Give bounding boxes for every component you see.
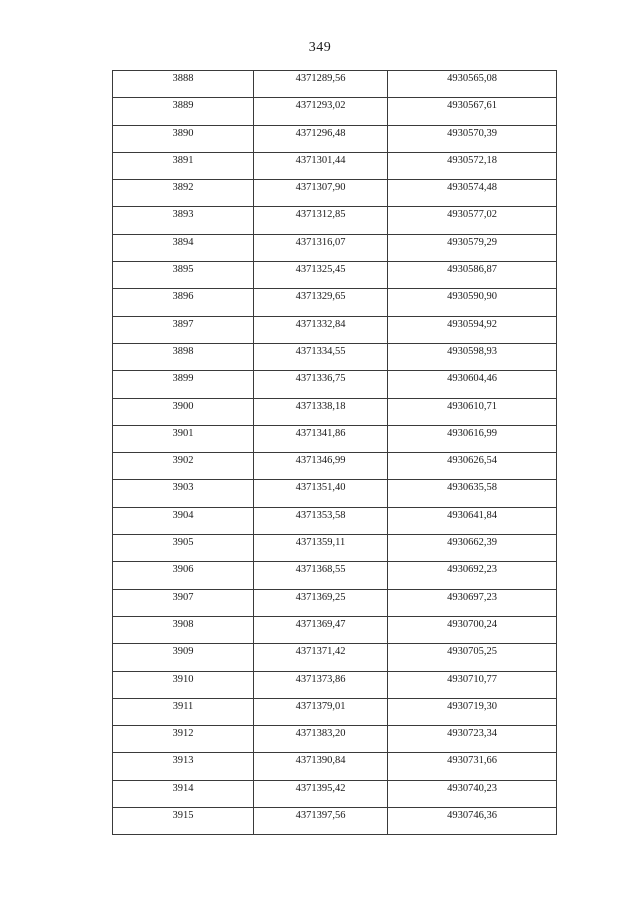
y-coordinate-cell xyxy=(388,726,557,753)
y-coordinate-cell-text: 4930594,92 xyxy=(447,318,497,330)
y-coordinate-cell xyxy=(388,753,557,780)
x-coordinate-cell xyxy=(254,616,388,643)
point-number-cell-text: 3899 xyxy=(172,373,194,385)
table-row xyxy=(113,507,557,534)
x-coordinate-cell-text: 4371371,42 xyxy=(295,646,346,658)
y-coordinate-cell xyxy=(388,262,557,289)
point-number-cell-text: 3898 xyxy=(172,345,194,357)
x-coordinate-cell xyxy=(254,180,388,207)
x-coordinate-cell xyxy=(254,262,388,289)
x-coordinate-cell-text: 4371341,86 xyxy=(295,427,346,439)
y-coordinate-cell xyxy=(388,398,557,425)
x-coordinate-cell-text: 4371329,65 xyxy=(295,291,346,303)
table-row xyxy=(113,616,557,643)
y-coordinate-cell-text: 4930662,39 xyxy=(447,537,497,549)
y-coordinate-cell xyxy=(388,343,557,370)
y-coordinate-cell-text: 4930641,84 xyxy=(447,509,497,521)
x-coordinate-cell xyxy=(254,371,388,398)
x-coordinate-cell-text: 4371368,55 xyxy=(295,564,346,576)
point-number-cell xyxy=(113,616,254,643)
y-coordinate-cell-text: 4930710,77 xyxy=(447,673,497,685)
point-number-cell-text: 3906 xyxy=(172,564,194,576)
x-coordinate-cell-text: 4371369,25 xyxy=(295,591,346,603)
y-coordinate-cell-text: 4930574,48 xyxy=(447,182,497,194)
x-coordinate-cell-text: 4371316,07 xyxy=(295,236,346,248)
table-row xyxy=(113,780,557,807)
point-number-cell xyxy=(113,644,254,671)
y-coordinate-cell xyxy=(388,589,557,616)
x-coordinate-cell-text: 4371397,56 xyxy=(295,810,346,822)
point-number-cell-text: 3910 xyxy=(172,673,194,685)
x-coordinate-cell xyxy=(254,589,388,616)
y-coordinate-cell xyxy=(388,453,557,480)
x-coordinate-cell-text: 4371390,84 xyxy=(295,755,346,767)
point-number-cell-text: 3901 xyxy=(172,427,194,439)
table-row xyxy=(113,589,557,616)
y-coordinate-cell xyxy=(388,316,557,343)
y-coordinate-cell-text: 4930700,24 xyxy=(447,618,497,630)
y-coordinate-cell xyxy=(388,371,557,398)
point-number-cell-text: 3911 xyxy=(172,700,194,712)
point-number-cell-text: 3914 xyxy=(172,782,194,794)
table-row xyxy=(113,562,557,589)
x-coordinate-cell xyxy=(254,98,388,125)
x-coordinate-cell xyxy=(254,425,388,452)
table-row xyxy=(113,234,557,261)
x-coordinate-cell xyxy=(254,535,388,562)
y-coordinate-cell-text: 4930577,02 xyxy=(447,209,497,221)
x-coordinate-cell xyxy=(254,207,388,234)
x-coordinate-cell xyxy=(254,480,388,507)
x-coordinate-cell xyxy=(254,152,388,179)
y-coordinate-cell-text: 4930604,46 xyxy=(447,373,497,385)
point-number-cell-text: 3902 xyxy=(172,455,194,467)
x-coordinate-cell-text: 4371338,18 xyxy=(295,400,346,412)
x-coordinate-cell xyxy=(254,234,388,261)
x-coordinate-cell-text: 4371312,85 xyxy=(295,209,346,221)
y-coordinate-cell xyxy=(388,480,557,507)
y-coordinate-cell-text: 4930598,93 xyxy=(447,345,497,357)
y-coordinate-cell-text: 4930740,23 xyxy=(447,782,497,794)
point-number-cell xyxy=(113,152,254,179)
x-coordinate-cell-text: 4371296,48 xyxy=(295,127,346,139)
point-number-cell xyxy=(113,343,254,370)
x-coordinate-cell-text: 4371307,90 xyxy=(295,182,346,194)
point-number-cell xyxy=(113,207,254,234)
x-coordinate-cell-text: 4371383,20 xyxy=(295,728,346,740)
y-coordinate-cell-text: 4930570,39 xyxy=(447,127,497,139)
point-number-cell-text: 3889 xyxy=(172,100,194,112)
point-number-cell-text: 3892 xyxy=(172,182,194,194)
x-coordinate-cell-text: 4371325,45 xyxy=(295,264,346,276)
y-coordinate-cell xyxy=(388,207,557,234)
point-number-cell xyxy=(113,671,254,698)
point-number-cell-text: 3894 xyxy=(172,236,194,248)
table-row xyxy=(113,453,557,480)
point-number-cell xyxy=(113,753,254,780)
table-row xyxy=(113,316,557,343)
y-coordinate-cell xyxy=(388,644,557,671)
y-coordinate-cell xyxy=(388,507,557,534)
y-coordinate-cell-text: 4930616,99 xyxy=(447,427,497,439)
table-row xyxy=(113,343,557,370)
point-number-cell xyxy=(113,180,254,207)
table-row xyxy=(113,289,557,316)
point-number-cell-text: 3905 xyxy=(172,537,194,549)
x-coordinate-cell-text: 4371289,56 xyxy=(295,73,346,84)
y-coordinate-cell xyxy=(388,125,557,152)
y-coordinate-cell-text: 4930697,23 xyxy=(447,591,497,603)
table-row xyxy=(113,371,557,398)
y-coordinate-cell-text: 4930692,23 xyxy=(447,564,497,576)
y-coordinate-cell xyxy=(388,535,557,562)
x-coordinate-cell xyxy=(254,698,388,725)
y-coordinate-cell xyxy=(388,98,557,125)
x-coordinate-cell xyxy=(254,316,388,343)
table-row xyxy=(113,125,557,152)
table-row xyxy=(113,753,557,780)
table-row xyxy=(113,644,557,671)
y-coordinate-cell xyxy=(388,616,557,643)
x-coordinate-cell xyxy=(254,808,388,835)
y-coordinate-cell-text: 4930731,66 xyxy=(447,755,497,767)
y-coordinate-cell-text: 4930590,90 xyxy=(447,291,497,303)
point-number-cell xyxy=(113,316,254,343)
point-number-cell-text: 3912 xyxy=(172,728,194,740)
point-number-cell xyxy=(113,289,254,316)
x-coordinate-cell xyxy=(254,562,388,589)
point-number-cell xyxy=(113,453,254,480)
point-number-cell xyxy=(113,398,254,425)
table-row xyxy=(113,207,557,234)
y-coordinate-cell xyxy=(388,71,557,98)
x-coordinate-cell xyxy=(254,780,388,807)
point-number-cell xyxy=(113,125,254,152)
x-coordinate-cell xyxy=(254,753,388,780)
x-coordinate-cell-text: 4371332,84 xyxy=(295,318,346,330)
point-number-cell-text: 3909 xyxy=(172,646,194,658)
point-number-cell-text: 3915 xyxy=(172,810,194,822)
point-number-cell-text: 3913 xyxy=(172,755,194,767)
coordinates-table xyxy=(112,70,557,835)
point-number-cell xyxy=(113,371,254,398)
point-number-cell xyxy=(113,507,254,534)
point-number-cell xyxy=(113,589,254,616)
table-row xyxy=(113,671,557,698)
y-coordinate-cell xyxy=(388,780,557,807)
y-coordinate-cell-text: 4930746,36 xyxy=(447,810,497,822)
point-number-cell xyxy=(113,425,254,452)
table-row xyxy=(113,698,557,725)
y-coordinate-cell xyxy=(388,562,557,589)
table-row xyxy=(113,808,557,835)
x-coordinate-cell xyxy=(254,671,388,698)
y-coordinate-cell-text: 4930572,18 xyxy=(447,154,497,166)
point-number-cell xyxy=(113,726,254,753)
coordinates-table-body xyxy=(113,71,557,835)
x-coordinate-cell-text: 4371351,40 xyxy=(295,482,346,494)
table-row xyxy=(113,398,557,425)
y-coordinate-cell xyxy=(388,289,557,316)
point-number-cell xyxy=(113,562,254,589)
x-coordinate-cell xyxy=(254,453,388,480)
y-coordinate-cell xyxy=(388,234,557,261)
point-number-cell xyxy=(113,535,254,562)
point-number-cell xyxy=(113,71,254,98)
point-number-cell-text: 3888 xyxy=(172,73,194,84)
x-coordinate-cell xyxy=(254,398,388,425)
point-number-cell-text: 3903 xyxy=(172,482,194,494)
y-coordinate-cell-text: 4930719,30 xyxy=(447,700,497,712)
x-coordinate-cell xyxy=(254,343,388,370)
x-coordinate-cell-text: 4371369,47 xyxy=(295,618,346,630)
x-coordinate-cell-text: 4371373,86 xyxy=(295,673,346,685)
point-number-cell xyxy=(113,808,254,835)
point-number-cell-text: 3907 xyxy=(172,591,194,603)
table-row xyxy=(113,262,557,289)
x-coordinate-cell xyxy=(254,289,388,316)
y-coordinate-cell xyxy=(388,671,557,698)
y-coordinate-cell-text: 4930705,25 xyxy=(447,646,497,658)
y-coordinate-cell-text: 4930610,71 xyxy=(447,400,497,412)
table-row xyxy=(113,180,557,207)
point-number-cell xyxy=(113,480,254,507)
table-row xyxy=(113,425,557,452)
x-coordinate-cell-text: 4371334,55 xyxy=(295,345,346,357)
point-number-cell-text: 3895 xyxy=(172,264,194,276)
x-coordinate-cell-text: 4371346,99 xyxy=(295,455,346,467)
y-coordinate-cell-text: 4930723,34 xyxy=(447,728,497,740)
x-coordinate-cell-text: 4371301,44 xyxy=(295,154,346,166)
y-coordinate-cell xyxy=(388,698,557,725)
point-number-cell-text: 3904 xyxy=(172,509,194,521)
x-coordinate-cell xyxy=(254,507,388,534)
point-number-cell xyxy=(113,262,254,289)
point-number-cell xyxy=(113,234,254,261)
point-number-cell xyxy=(113,698,254,725)
page-number: 349 xyxy=(308,40,332,55)
x-coordinate-cell xyxy=(254,125,388,152)
table-row xyxy=(113,71,557,98)
x-coordinate-cell xyxy=(254,644,388,671)
x-coordinate-cell xyxy=(254,71,388,98)
x-coordinate-cell-text: 4371359,11 xyxy=(295,537,346,549)
y-coordinate-cell-text: 4930567,61 xyxy=(447,100,497,112)
point-number-cell-text: 3896 xyxy=(172,291,194,303)
x-coordinate-cell-text: 4371336,75 xyxy=(295,373,346,385)
y-coordinate-cell xyxy=(388,425,557,452)
y-coordinate-cell-text: 4930635,58 xyxy=(447,482,497,494)
point-number-cell-text: 3893 xyxy=(172,209,194,221)
y-coordinate-cell xyxy=(388,808,557,835)
point-number-cell-text: 3890 xyxy=(172,127,194,139)
y-coordinate-cell-text: 4930579,29 xyxy=(447,236,497,248)
table-row xyxy=(113,726,557,753)
point-number-cell-text: 3908 xyxy=(172,618,194,630)
x-coordinate-cell-text: 4371353,58 xyxy=(295,509,346,521)
table-row xyxy=(113,535,557,562)
point-number-cell xyxy=(113,780,254,807)
x-coordinate-cell xyxy=(254,726,388,753)
point-number-cell-text: 3897 xyxy=(172,318,194,330)
x-coordinate-cell-text: 4371395,42 xyxy=(295,782,346,794)
table-row xyxy=(113,98,557,125)
point-number-cell-text: 3900 xyxy=(172,400,194,412)
y-coordinate-cell xyxy=(388,152,557,179)
x-coordinate-cell-text: 4371379,01 xyxy=(295,700,346,712)
y-coordinate-cell-text: 4930565,08 xyxy=(447,73,497,84)
x-coordinate-cell-text: 4371293,02 xyxy=(295,100,346,112)
y-coordinate-cell-text: 4930586,87 xyxy=(447,264,497,276)
point-number-cell xyxy=(113,98,254,125)
table-row xyxy=(113,480,557,507)
y-coordinate-cell xyxy=(388,180,557,207)
point-number-cell-text: 3891 xyxy=(172,154,194,166)
table-row xyxy=(113,152,557,179)
y-coordinate-cell-text: 4930626,54 xyxy=(447,455,497,467)
